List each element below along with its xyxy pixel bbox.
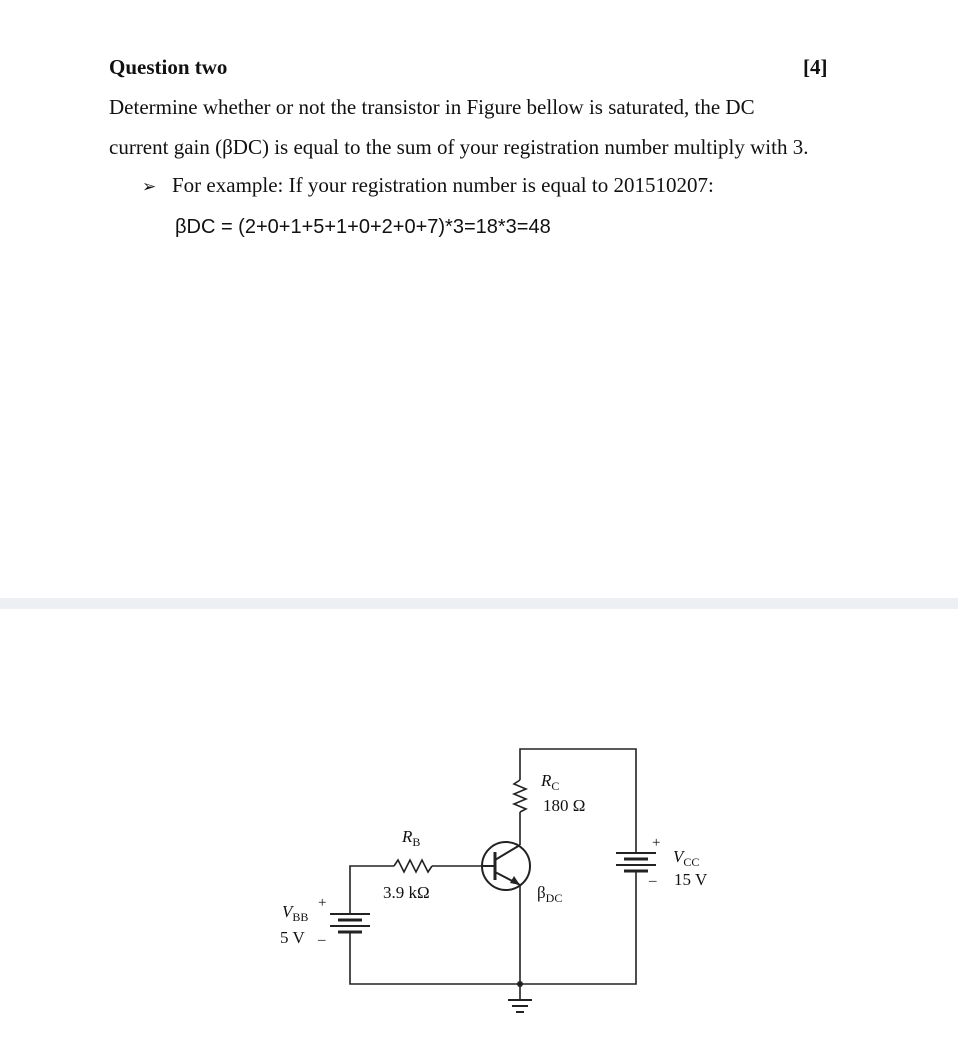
- question-text-line-2: current gain (βDC) is equal to the sum of your registration number multiply with 3.: [109, 135, 809, 159]
- vbb-minus-sign: –: [318, 932, 326, 948]
- rb-label: $R_B$: [402, 827, 421, 849]
- vcc-label: $V_{CC}$: [673, 847, 700, 869]
- vbb-value: 5 V: [280, 928, 305, 947]
- example-formula: βDC = (2+0+1+5+1+0+2+0+7)*3=18*3=48: [175, 216, 551, 238]
- ground-junction-dot: [517, 981, 523, 987]
- transistor-icon: [482, 842, 530, 890]
- rb-value: 3.9 kΩ: [383, 883, 430, 902]
- question-text-line-1: Determine whether or not the transistor in Figure bellow is saturated, the DC: [109, 95, 755, 119]
- vbb-battery-icon: [330, 910, 370, 940]
- vbb-plus-sign: +: [318, 895, 327, 911]
- ground-icon: [508, 1000, 532, 1012]
- question-marks: [4]: [803, 55, 828, 79]
- rc-resistor-icon: [514, 780, 526, 812]
- beta-label: $\beta_{DC}$: [537, 883, 563, 905]
- arrow-bullet-icon: ➢: [142, 177, 157, 196]
- vcc-value: 15 V: [674, 870, 708, 889]
- vbb-label: $V_{BB}$: [282, 902, 309, 924]
- question-title: Question two: [109, 55, 228, 79]
- rc-label: $R_C$: [541, 771, 560, 793]
- example-text: For example: If your registration number is equal to 201510207:: [172, 173, 714, 197]
- rb-resistor-icon: [394, 860, 432, 872]
- rc-value: 180 Ω: [543, 796, 586, 815]
- vcc-minus-sign: –: [649, 873, 657, 889]
- vcc-plus-sign: +: [652, 835, 661, 851]
